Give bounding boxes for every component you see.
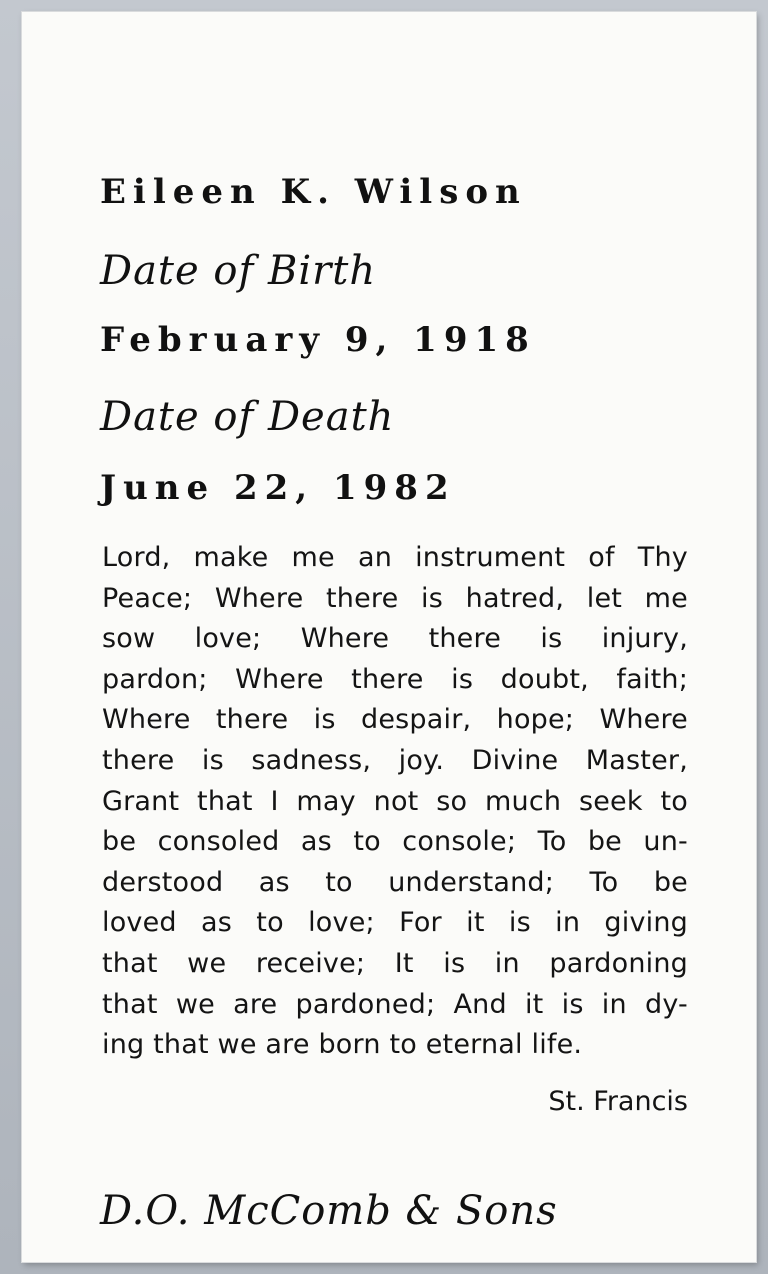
prayer-line: Grant that I may not so much seek to <box>102 785 688 817</box>
prayer-line: ing that we are born to eternal life. <box>102 1029 583 1061</box>
deceased-name: Eileen K. Wilson <box>100 172 527 212</box>
prayer-text <box>102 538 688 1066</box>
prayer-line: there is sadness, joy. Divine Master, <box>102 744 688 776</box>
prayer-line: sow love; Where there is injury, <box>102 623 688 655</box>
death-label: Date of Death <box>100 394 395 440</box>
memorial-card <box>22 12 756 1262</box>
birth-date: February 9, 1918 <box>100 320 536 360</box>
death-date: June 22, 1982 <box>100 468 456 508</box>
prayer-line: that we are pardoned; And it is in dy- <box>102 988 688 1020</box>
prayer-line: Where there is despair, hope; Where <box>102 704 688 736</box>
birth-label: Date of Birth <box>100 248 377 294</box>
funeral-home-name: D.O. McComb & Sons <box>100 1188 558 1234</box>
prayer-line: that we receive; It is in pardoning <box>102 947 688 979</box>
prayer-line: loved as to love; For it is in giving <box>102 907 688 939</box>
prayer-attribution: St. Francis <box>548 1086 688 1117</box>
prayer-line: Lord, make me an instrument of Thy <box>102 542 688 573</box>
prayer-line: derstood as to understand; To be <box>102 866 688 898</box>
prayer-line: Peace; Where there is hatred, let me <box>102 582 688 614</box>
prayer-line: be consoled as to console; To be un- <box>102 826 688 858</box>
prayer-line: pardon; Where there is doubt, faith; <box>102 663 688 695</box>
